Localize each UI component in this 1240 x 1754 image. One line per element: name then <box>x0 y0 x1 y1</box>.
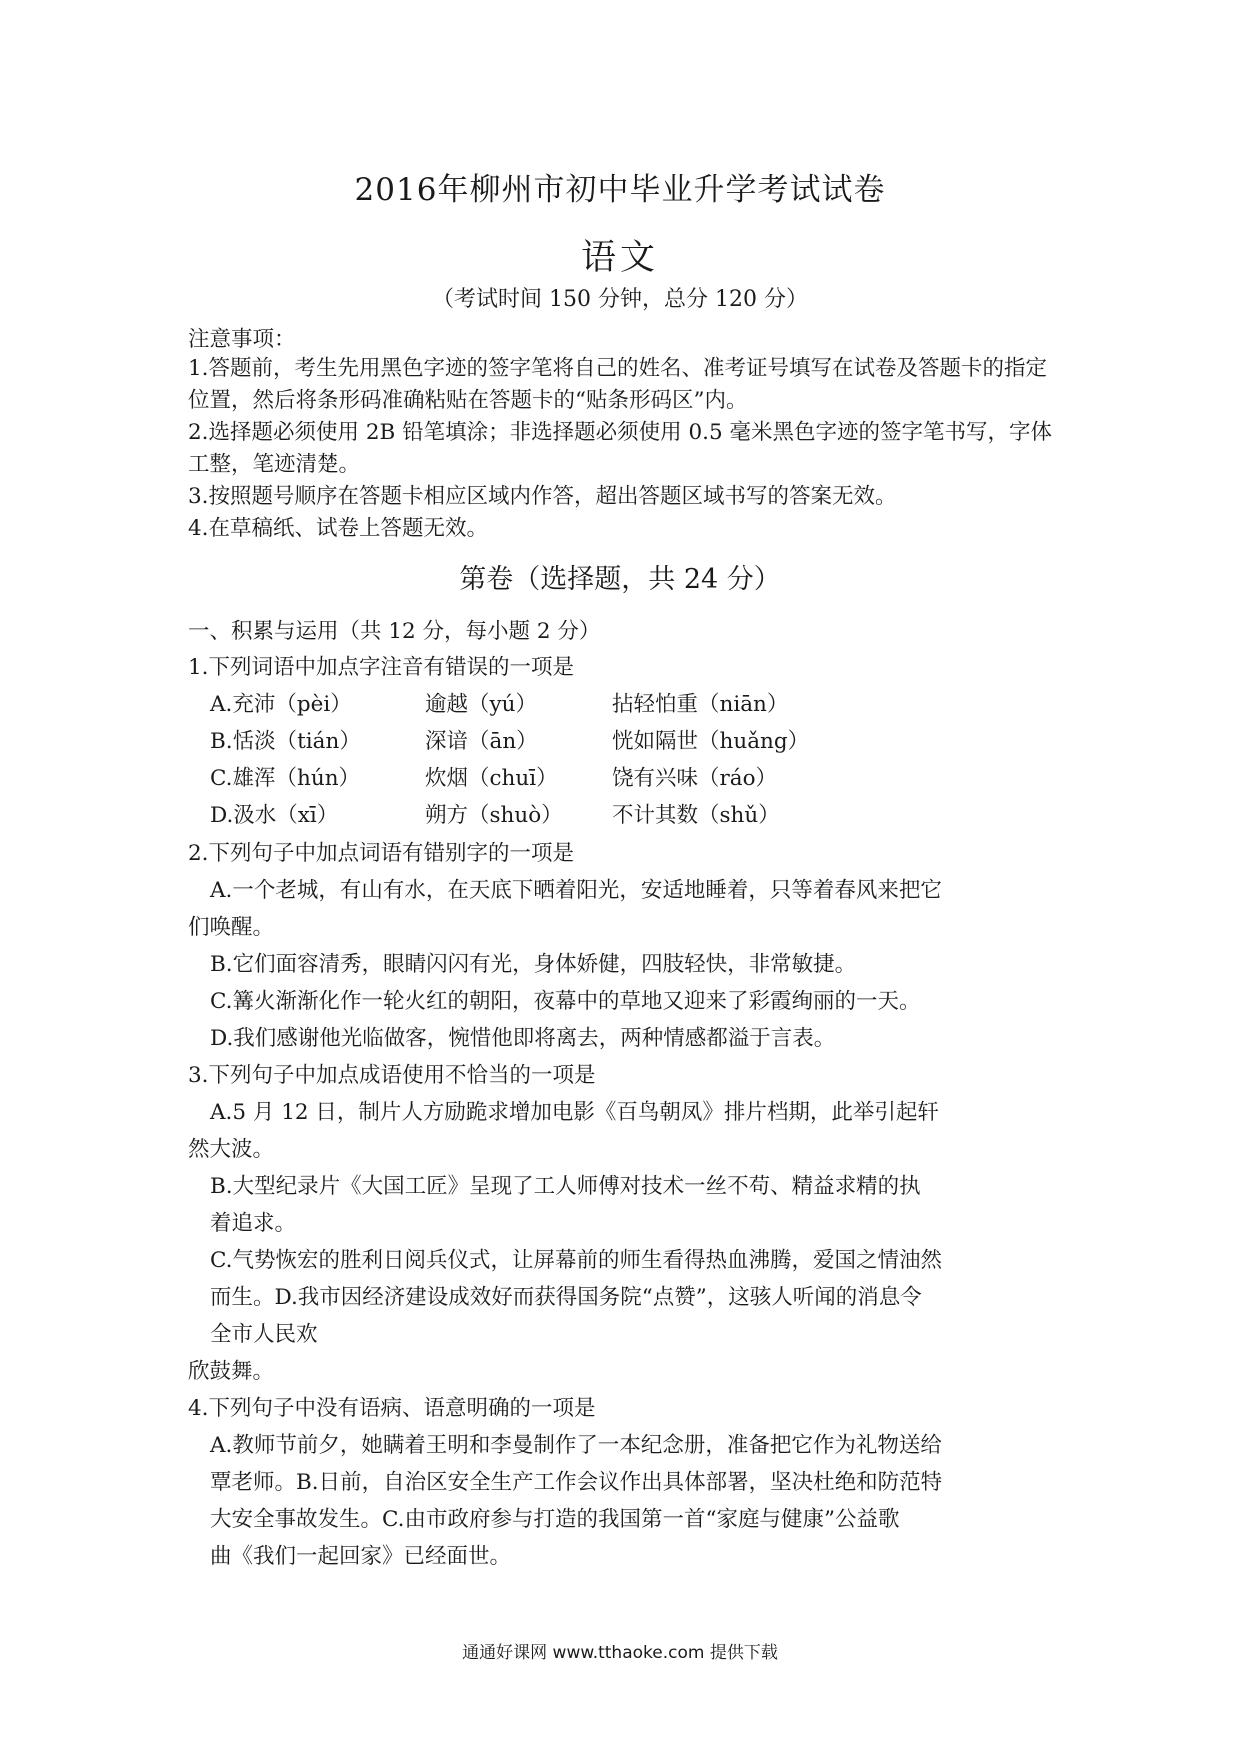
q3-stem: 3.下列句子中加点成语使用不恰当的一项是 <box>188 1063 596 1088</box>
time-note: （考试时间 150 分钟，总分 120 分） <box>432 287 808 312</box>
q3-option-b-cont: 着追求。 <box>210 1211 297 1236</box>
exam-title: 2016年柳州市初中毕业升学考试试卷 <box>354 172 886 208</box>
q1-option-c-2: 炊烟（chuī） <box>425 766 558 791</box>
q4-option-b-cont: 大安全事故发生。C.由市政府参与打造的我国第一首“家庭与健康”公益歌 <box>210 1507 900 1532</box>
q1-option-a-1: A.充沛（pèi） <box>210 692 352 717</box>
notice-line: 2.选择题必须使用 2B 铅笔填涂；非选择题必须使用 0.5 毫米黑色字迹的签字笔书写，字体 <box>188 420 1053 445</box>
part-title: 一、积累与运用（共 12 分，每小题 2 分） <box>188 619 601 644</box>
q3-option-d-cont: 全市人民欢 <box>210 1322 318 1347</box>
notice-line: 位置，然后将条形码准确粘贴在答题卡的“贴条形码区”内。 <box>188 388 748 413</box>
section-title: 第卷（选择题，共 24 分） <box>459 564 781 595</box>
notice-line: 3.按照题号顺序在答题卡相应区域内作答，超出答题区域书写的答案无效。 <box>188 484 897 509</box>
q1-option-b-2: 深谙（ān） <box>425 729 538 754</box>
q1-option-a-3: 拈轻怕重（niān） <box>612 692 789 717</box>
q3-option-d-end: 欣鼓舞。 <box>188 1359 275 1384</box>
q4-option-a: A.教师节前夕，她瞒着王明和李曼制作了一本纪念册，准备把它作为礼物送给 <box>210 1433 942 1458</box>
notice-heading: 注意事项： <box>188 327 296 352</box>
q2-option-d: D.我们感谢他光临做客，惋惜他即将离去，两种情感都溢于言表。 <box>210 1026 836 1051</box>
q4-stem: 4.下列句子中没有语病、语意明确的一项是 <box>188 1396 596 1421</box>
q1-option-b-3: 恍如隔世（huǎng） <box>612 729 810 754</box>
q1-option-c-3: 饶有兴味（ráo） <box>612 766 778 791</box>
q4-option-b: 覃老师。B.日前，自治区安全生产工作会议作出具体部署，坚决杜绝和防范特 <box>210 1470 943 1495</box>
q1-option-d-3: 不计其数（shǔ） <box>612 803 780 828</box>
q3-option-a-cont: 然大波。 <box>188 1137 275 1162</box>
q4-option-c-cont: 曲《我们一起回家》已经面世。 <box>210 1544 512 1569</box>
q1-option-a-2: 逾越（yú） <box>425 692 537 717</box>
q3-option-c-cont: 而生。D.我市因经济建设成效好而获得国务院“点赞”，这骇人听闻的消息令 <box>210 1285 922 1310</box>
notice-line: 工整，笔迹清楚。 <box>188 452 361 477</box>
q3-option-a: A.5 月 12 日，制片人方励跪求增加电影《百鸟朝凤》排片档期，此举引起轩 <box>210 1100 939 1125</box>
q1-option-d-1: D.汲水（xī） <box>210 803 339 828</box>
q2-option-c: C.篝火渐渐化作一轮火红的朝阳，夜幕中的草地又迎来了彩霞绚丽的一天。 <box>210 989 921 1014</box>
q3-option-c: C.气势恢宏的胜利日阅兵仪式，让屏幕前的师生看得热血沸腾，爱国之情油然 <box>210 1248 943 1273</box>
q2-option-a-cont: 们唤醒。 <box>188 915 275 940</box>
download-footer: 通通好课网 www.tthaoke.com 提供下载 <box>462 1643 778 1663</box>
notice-line: 1.答题前，考生先用黑色字迹的签字笔将自己的姓名、准考证号填写在试卷及答题卡的指定 <box>188 356 1048 381</box>
q1-option-d-2: 朔方（shuò） <box>425 803 563 828</box>
q1-option-c-1: C.雄浑（hún） <box>210 766 361 791</box>
q1-option-b-1: B.恬淡（tián） <box>210 729 361 754</box>
q2-stem: 2.下列句子中加点词语有错别字的一项是 <box>188 841 575 866</box>
q3-option-b: B.大型纪录片《大国工匠》呈现了工人师傅对技术一丝不苟、精益求精的执 <box>210 1174 921 1199</box>
q2-option-b: B.它们面容清秀，眼睛闪闪有光，身体娇健，四肢轻快，非常敏捷。 <box>210 952 857 977</box>
notice-line: 4.在草稿纸、试卷上答题无效。 <box>188 516 489 541</box>
q1-stem: 1.下列词语中加点字注音有错误的一项是 <box>188 655 575 680</box>
subject-title: 语文 <box>580 238 659 278</box>
q2-option-a: A.一个老城，有山有水，在天底下晒着阳光，安适地睡着，只等着春风来把它 <box>210 878 942 903</box>
